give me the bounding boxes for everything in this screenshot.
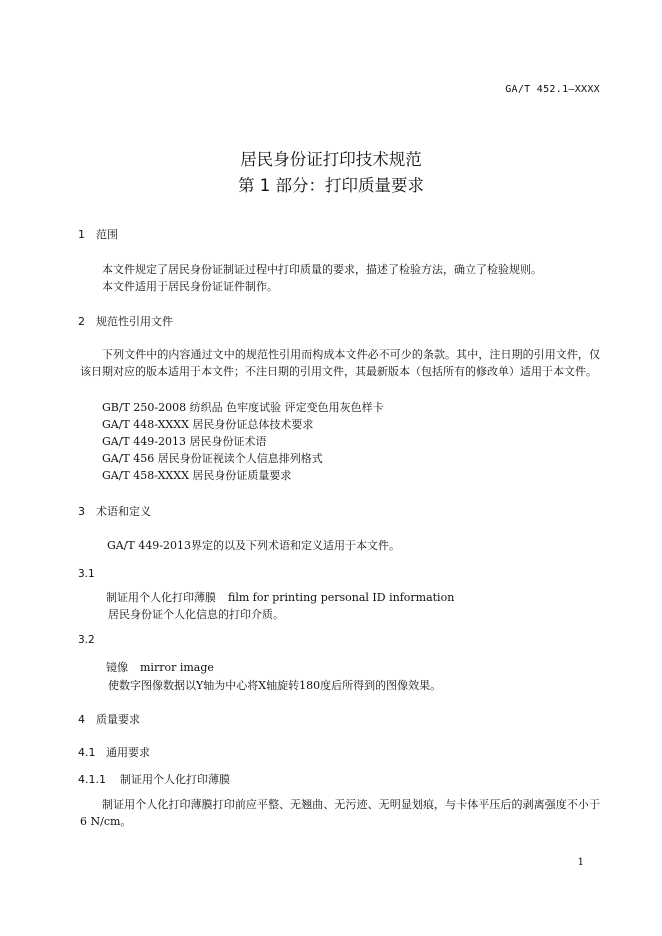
paragraph: 本文件规定了居民身份证制证过程中打印质量的要求，描述了检验方法，确立了检验规则。 xyxy=(102,263,542,276)
subsection-4-1-heading xyxy=(78,744,150,760)
term-definition: 居民身份证个人化信息的打印介质。 xyxy=(108,608,284,621)
section-4-heading xyxy=(78,711,140,727)
paragraph: 下列文件中的内容通过文中的规范性引用而构成本文件必不可少的条款。其中，注日期的引用文件，仅该日期对应的版本适用于本文件；不注日期的引用文件，其最新版本（包括所有的修改单）适用于本文件。 xyxy=(80,348,600,378)
term-number: 3.2 xyxy=(78,634,95,646)
section-title: 范围 xyxy=(96,228,118,241)
section-number: 2 xyxy=(78,315,85,328)
paragraph: GA/T 449-2013界定的以及下列术语和定义适用于本文件。 xyxy=(107,539,400,552)
term-number: 3.1 xyxy=(78,568,95,580)
document-title: 居民身份证打印技术规范 xyxy=(240,150,422,169)
subsection-number: 4.1.1 xyxy=(78,773,106,786)
document-number: GA/T 452.1—XXXX xyxy=(505,84,600,95)
reference-item: GB/T 250-2008 纺织品 色牢度试验 评定变色用灰色样卡 xyxy=(102,401,384,414)
section-number: 1 xyxy=(78,228,85,241)
section-title: 术语和定义 xyxy=(96,505,151,518)
subsection-4-1-1-heading xyxy=(78,771,230,787)
section-1-heading xyxy=(78,226,118,242)
section-number: 4 xyxy=(78,713,85,726)
reference-item: GA/T 456 居民身份证视读个人信息排列格式 xyxy=(102,452,323,465)
term-chinese: 制证用个人化打印薄膜 xyxy=(106,591,216,604)
term-chinese: 镜像 xyxy=(106,661,128,674)
subsection-title: 通用要求 xyxy=(106,746,150,759)
section-title: 质量要求 xyxy=(96,713,140,726)
paragraph: 制证用个人化打印薄膜打印前应平整、无翘曲、无污迹、无明显划痕，与卡体平压后的剥离强度不小于6 N/cm。 xyxy=(80,798,600,828)
section-2-heading xyxy=(78,313,173,329)
term-english: mirror image xyxy=(140,661,214,674)
reference-item: GA/T 448-XXXX 居民身份证总体技术要求 xyxy=(102,418,314,431)
subsection-title: 制证用个人化打印薄膜 xyxy=(120,773,230,786)
document-subtitle: 第 1 部分：打印质量要求 xyxy=(238,176,424,195)
reference-item: GA/T 449-2013 居民身份证术语 xyxy=(102,435,267,448)
subsection-number: 4.1 xyxy=(78,746,96,759)
paragraph: 本文件适用于居民身份证证件制作。 xyxy=(102,280,278,293)
page-number: 1 xyxy=(577,857,584,868)
section-title: 规范性引用文件 xyxy=(96,315,173,328)
term-english: film for printing personal ID information xyxy=(228,591,455,604)
section-3-heading xyxy=(78,503,151,519)
section-number: 3 xyxy=(78,505,85,518)
term-entry xyxy=(106,589,454,605)
term-definition: 使数字图像数据以Y轴为中心将X轴旋转180度后所得到的图像效果。 xyxy=(108,679,442,692)
reference-item: GA/T 458-XXXX 居民身份证质量要求 xyxy=(102,469,292,482)
term-entry xyxy=(106,659,214,675)
